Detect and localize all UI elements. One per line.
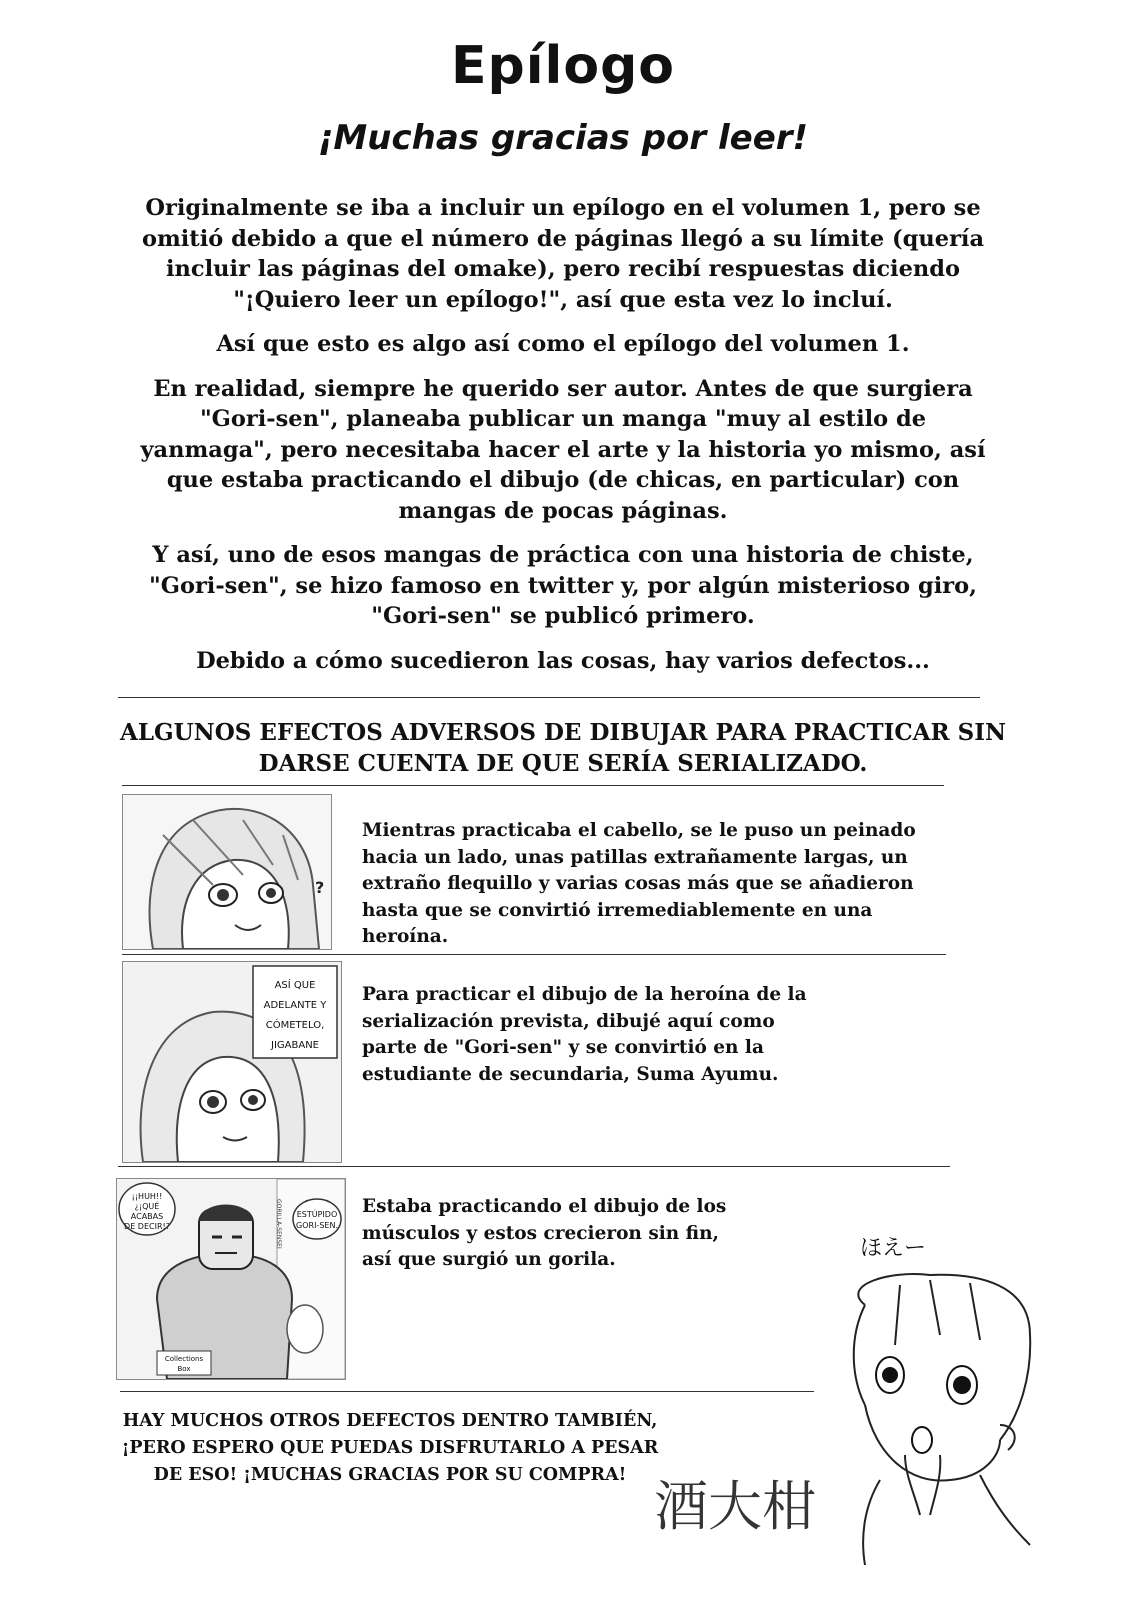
defect-text: Estaba practicando el dibujo de los músculos y estos crecieron sin fin, así que surgió un gorila. <box>362 1196 727 1270</box>
paragraph: Así que esto es algo así como el epílogo del volumen 1. <box>216 331 910 357</box>
manga-panel-suma-ayumu <box>122 961 342 1163</box>
question-mark: ? <box>315 878 325 897</box>
divider <box>122 785 944 786</box>
divider <box>118 1166 950 1167</box>
paragraph: Originalmente se iba a incluir un epílogo en el volumen 1, pero se omitió debido a que el número de páginas llegó a su límite (quería incluir las páginas del omake), pero recibí respuestas diciendo "¡Quiero leer un epílogo!", así que esta vez lo incluí. <box>141 195 985 313</box>
page-title: Epílogo <box>450 36 676 96</box>
speech-text: ESTÚPIDO <box>296 1210 338 1219</box>
box-label: Collections <box>164 1355 204 1363</box>
caption-text: GORILLA-SENSEI <box>275 1199 282 1249</box>
closing-message: HAY MUCHOS OTROS DEFECTOS DENTRO TAMBIÉN, ¡PERO ESPERO QUE PUEDAS DISFRUTARLO A PESAR DE ESO! ¡MUCHAS GRACIAS POR SU COMPRA! <box>121 1411 659 1485</box>
speech-text: GORI-SEN. <box>296 1221 338 1230</box>
speech-text: ADELANTE Y <box>263 1000 327 1011</box>
paragraph: En realidad, siempre he querido ser autor. Antes de que surgiera "Gori-sen", planeaba publicar un manga "muy al estilo de yanmaga", pero necesitaba hacer el arte y la historia yo mismo, así que estaba practicando el dibujo (de chicas, en particular) con mangas de pocas páginas. <box>140 375 986 524</box>
paragraph: Y así, uno de esos mangas de práctica con una historia de chiste, "Gori-sen", se hizo famoso en twitter y, por algún misterioso giro, "Gori-sen" se publicó primero. <box>149 542 977 629</box>
manga-panel-heroine-hair <box>122 794 332 950</box>
speech-text: CÓMETELO, <box>265 1020 325 1031</box>
page-subtitle: ¡Muchas gracias por leer! <box>317 118 809 158</box>
sketch-exclamation: ほえー <box>860 1236 927 1261</box>
speech-text: ¿¡QUÉ <box>134 1202 160 1211</box>
paragraph: Debido a cómo sucedieron las cosas, hay varios defectos... <box>196 647 930 674</box>
box-label: Box <box>177 1365 191 1373</box>
author-sketch <box>650 1225 1100 1585</box>
divider <box>118 697 980 698</box>
section-heading: ALGUNOS EFECTOS ADVERSOS DE DIBUJAR PARA PRACTICAR SIN DARSE CUENTA DE QUE SERÍA SERIALIZADO. <box>119 719 1007 777</box>
speech-text: ¡¡HUH!! <box>131 1192 163 1201</box>
speech-text: DE DECIR!? <box>124 1222 170 1231</box>
defect-text: Mientras practicaba el cabello, se le puso un peinado hacia un lado, unas patillas extrañamente largas, un extraño flequillo y varias cosas más que se añadieron hasta que se convirtió irremediablemente en una heroína. <box>362 820 916 947</box>
manga-panel-gorilla <box>116 1178 346 1380</box>
speech-text: JIGABANE <box>271 1040 319 1051</box>
defect-text: Para practicar el dibujo de la heroína de la serialización prevista, dibujé aquí como parte de "Gori-sen" y se convirtió en la estudiante de secundaria, Suma Ayumu. <box>362 984 807 1085</box>
speech-text: ACABAS <box>130 1212 164 1221</box>
divider <box>122 954 946 955</box>
epilogue-body <box>140 193 986 690</box>
author-signature: 酒大柑 <box>654 1475 816 1538</box>
speech-text: ASÍ QUE <box>274 980 316 991</box>
